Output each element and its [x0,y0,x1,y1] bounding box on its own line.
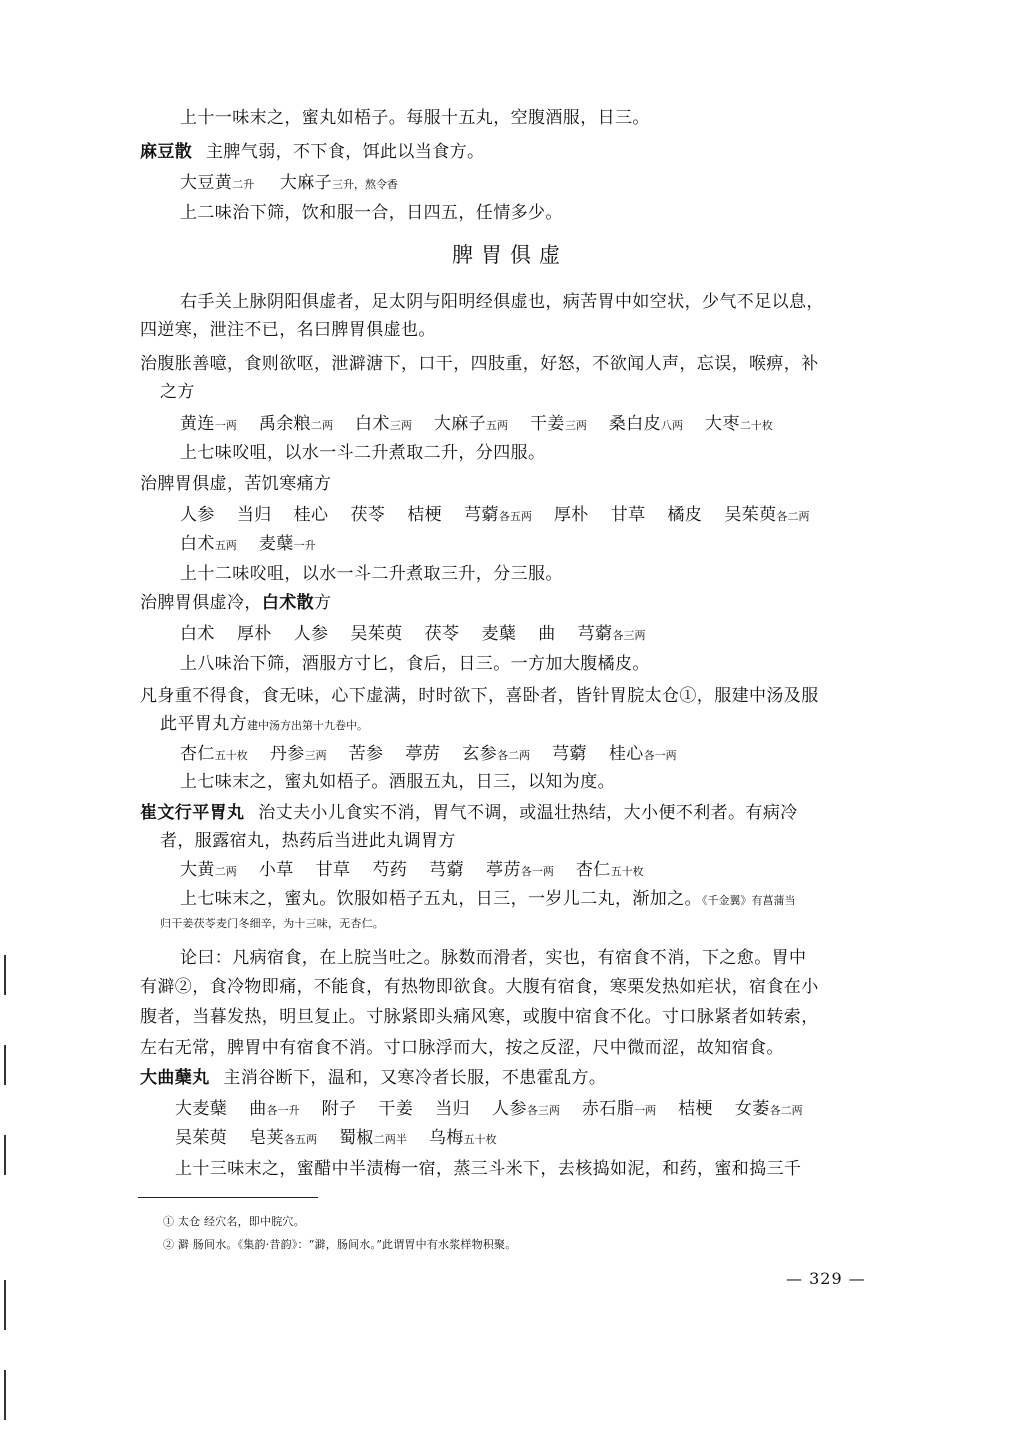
ingredient-name: 芎藭 [552,744,587,764]
ingredient [249,1126,317,1152]
ingredient [552,742,587,766]
ingredient-line [180,412,795,438]
ingredient [322,1097,357,1121]
ingredient [538,622,555,646]
ingredient-name: 人参 [293,624,329,644]
text-line: 治腹胀善噫，食则欲呕，泄澼溏下，口干，四肢重，好怒，不欲闻人声，忘误，喉痹，补 [140,354,819,374]
text-line: 有澼②，食冷物即痛，不能食，有热物即欲食。大腹有宿食，寒栗发热如疟状，宿食在小 [140,977,819,997]
ingredient [576,858,644,884]
text-span: 上七味末之，蜜丸。饮服如梧子五丸，日三，一岁儿二丸，渐加之。 [180,889,702,909]
ingredient-dose: 一两 [634,1104,657,1117]
recipe-line [180,887,796,913]
ingredient [481,622,516,646]
ingredient-name: 曲 [249,1099,267,1119]
ingredient [180,532,237,558]
ingredient-name: 吴茱萸 [175,1128,228,1148]
ingredient-dose: 各五两 [284,1133,318,1146]
ingredient [425,622,460,646]
text-line: 治脾胃俱虚，苦饥寒痛方 [140,474,332,494]
ingredient [611,503,646,527]
text-line: 上七味末之，蜜丸如梧子。酒服五丸，日三，以知为度。 [180,772,615,792]
ingredient [492,1097,560,1123]
section-heading: 脾胃俱虚 [452,243,568,267]
ingredient [349,742,384,766]
text-line: 凡身重不得食，食无味，心下虚满，时时欲下，喜卧者，皆针胃脘太仓①，服建中汤及服 [140,686,819,706]
footnote: ① 太仓 经穴名，即中脘穴。 [163,1215,305,1228]
ingredient [180,412,237,438]
recipe-line [160,712,368,738]
ingredient-dose: 各一升 [266,1104,300,1117]
ingredient-dose: 三两 [304,749,327,762]
ingredient-name: 大麦蘖 [175,1099,228,1119]
scan-edge-mark [4,1045,6,1085]
ingredient [554,503,589,527]
ingredient-name: 白术 [180,534,215,554]
note: 建中汤方出第十九卷中。 [247,719,368,732]
ingredient-name: 麦蘖 [258,534,294,554]
ingredient-name: 当归 [435,1099,471,1119]
ingredient-line [180,503,832,529]
ingredient [678,1097,713,1121]
ingredient [434,412,508,438]
ingredient-line [175,1097,825,1123]
text-line: 之方 [160,382,195,402]
text-line: 上十一味末之，蜜丸如梧子。每服十五丸，空腹酒服，日三。 [180,108,650,128]
ingredient-dose: 各三两 [612,629,646,642]
ingredient-dose: 各五两 [498,510,532,523]
ingredient-dose: 五十枚 [610,865,644,878]
ingredient-name: 桑白皮 [608,414,662,434]
ingredient-name: 葶苈 [405,744,441,764]
ingredient-name: 黄连 [180,414,215,434]
ingredient-name: 大黄 [180,860,215,880]
ingredient-line [180,858,666,884]
ingredient-name: 干姜 [530,414,565,434]
ingredient-name: 蜀椒 [339,1128,374,1148]
ingredient-name: 白术 [180,624,215,644]
ingredient [237,503,272,527]
ingredient [609,742,677,768]
ingredient-name: 玄参 [462,744,498,764]
ingredient-dose: 各一两 [520,865,554,878]
ingredient [405,742,440,766]
ingredient: 大豆黄 [180,173,233,193]
text-line: 右手关上脉阴阳俱虚者，足太阴与阳明经俱虚也，病苦胃中如空状，少气不足以息， [180,292,824,312]
text-span: 主消谷断下，温和，又寒冷者长服，不患霍乱方。 [223,1068,607,1088]
ingredient-name: 当归 [236,505,272,525]
text-line: 上八味治下筛，酒服方寸匕，食后，日三。一方加大腹橘皮。 [180,654,650,674]
ingredient [259,412,333,438]
recipe-line [140,140,484,164]
recipe-title: 麻豆散 [140,142,193,162]
ingredient-name: 芍药 [372,860,408,880]
ingredient-name: 吴茱萸 [724,505,777,525]
ingredient [180,622,215,646]
ingredient-name: 芎藭 [464,505,499,525]
ingredient-dose: 各二两 [776,510,810,523]
ingredient-dose: 二升 [232,178,255,191]
text-line: 上七味㕮咀，以水一斗二升煮取二升，分四服。 [180,443,546,463]
recipe-title: 白术散 [261,593,315,613]
page-number: — 329 — [786,1269,866,1288]
ingredient [429,858,464,882]
ingredient-name: 桂心 [608,744,644,764]
ingredient [486,858,554,884]
text-span: 主脾气弱，不下食，饵此以当食方。 [206,142,485,162]
text-line: 四逆寒，泄注不已，名曰脾胃俱虚也。 [140,320,436,340]
ingredient [462,742,530,768]
ingredient [705,412,773,438]
ingredient-name: 曲 [538,624,556,644]
ingredient-dose: 二两 [311,419,334,432]
text-line: 上二味治下筛，饮和服一合，日四五，任情多少。 [180,203,563,223]
ingredient [180,742,248,768]
ingredient-name: 葶苈 [486,860,521,880]
text-span: 治丈夫小儿食实不消，胃气不调，或温壮热结，大小便不利者。有病冷 [258,803,798,823]
ingredient-name: 苦参 [348,744,384,764]
ingredient-dose: 二十枚 [739,419,773,432]
recipe-line [140,801,798,825]
ingredient [668,503,703,527]
footnote-rule [138,1197,318,1198]
footnote: ② 澼 肠间水。《集韵·昔韵》：“澼，肠间水。”此谓胃中有水浆样物积聚。 [163,1238,517,1251]
scan-edge-mark [4,955,6,995]
ingredient-name: 茯苓 [350,505,386,525]
ingredient-name: 人参 [180,505,215,525]
ingredient-name: 大枣 [705,414,740,434]
ingredient-name: 桔梗 [678,1099,713,1119]
ingredient-name: 甘草 [610,505,646,525]
ingredient-dose: 各三两 [526,1104,560,1117]
ingredient-dose: 一两 [214,419,237,432]
ingredient-line [180,742,699,768]
scan-edge-mark [4,1370,6,1420]
ingredient-name: 杏仁 [575,860,611,880]
text-line: 上十二味㕮咀，以水一斗二升煮取三升，分三服。 [180,564,563,584]
ingredient [372,858,407,882]
text-span: 治脾胃俱虚冷， [140,593,262,613]
ingredient-name: 芎藭 [429,860,465,880]
ingredient-dose: 三两 [389,419,412,432]
recipe-line [140,591,331,615]
ingredient-dose: 各二两 [497,749,531,762]
ingredient [582,1097,656,1123]
ingredient [724,503,809,529]
ingredient [435,1097,470,1121]
ingredient-name: 人参 [492,1099,527,1119]
ingredient-dose: 八两 [661,419,684,432]
ingredient [578,622,646,648]
ingredient-name: 茯苓 [424,624,460,644]
ingredient-name: 女萎 [734,1099,770,1119]
text-span: 方 [314,593,332,613]
ingredient [378,1097,413,1121]
ingredient [530,412,587,438]
ingredient-name: 厚朴 [553,505,589,525]
ingredient [180,858,237,884]
ingredient-name: 麦蘖 [481,624,517,644]
ingredient [175,1126,227,1150]
ingredient-dose: 五十枚 [214,749,248,762]
ingredient [249,1097,299,1123]
ingredient [294,622,329,646]
ingredient [735,1097,803,1123]
text-line: 论曰：凡病宿食，在上脘当吐之。脉数而滑者，实也，有宿食不消，下之愈。胃中 [180,948,807,968]
ingredient [407,503,442,527]
ingredient-dose: 二两 [214,865,237,878]
ingredient-dose: 一升 [293,539,316,552]
ingredient [464,503,532,529]
ingredient-name: 厚朴 [236,624,272,644]
ingredient-dose: 三两 [564,419,587,432]
recipe-line [140,1066,606,1090]
ingredient-name: 附子 [321,1099,357,1119]
ingredient-dose: 五两 [214,539,237,552]
ingredient-dose: 五两 [486,419,509,432]
note: 《千金翼》有菖蒲当 [702,894,796,907]
text-span: 此平胃丸方 [160,714,247,734]
ingredient [609,412,683,438]
ingredient-name: 吴茱萸 [350,624,403,644]
ingredient [350,503,385,527]
ingredient-name: 白术 [355,414,390,434]
text-line: 者，服露宿丸，热药后当进此丸调胃方 [160,831,456,851]
ingredient-name: 赤石脂 [581,1099,635,1119]
ingredient [339,1126,407,1152]
ingredient-name: 桔梗 [407,505,443,525]
ingredient-name: 杏仁 [180,744,215,764]
text-line: 腹者，当暮发热，明旦复止。寸脉紧即头痛风寒，或腹中宿食不化。寸口脉紧者如转索， [140,1007,819,1027]
ingredient-name: 桂心 [293,505,329,525]
ingredient-line [180,532,338,558]
scan-edge-mark [4,1135,6,1175]
ingredient-name: 芎藭 [577,624,613,644]
ingredient [237,622,272,646]
recipe-title: 崔文行平胃丸 [140,803,245,823]
ingredient-name: 小草 [258,860,294,880]
ingredient-dose: 各二两 [769,1104,803,1117]
ingredient-dose: 三升，熬令香 [332,178,399,191]
ingredient-dose: 各一两 [643,749,677,762]
ingredient [355,412,412,438]
ingredient-dose: 五十枚 [463,1133,497,1146]
ingredient [259,858,294,882]
ingredient-name: 禹余粮 [258,414,312,434]
text-line: 左右无常，脾胃中有宿食不消。寸口脉浮而大，按之反涩，尺中微而涩，故知宿食。 [140,1038,784,1058]
ingredient [350,622,402,646]
ingredient-name: 甘草 [315,860,351,880]
ingredient-line [175,1126,519,1152]
ingredient: 大麻子 [279,173,333,193]
note-line: 归干姜茯苓麦门冬细辛，为十三味，无杏仁。 [160,917,384,930]
ingredient-line [180,622,667,648]
ingredient-name: 皂荚 [249,1128,285,1148]
ingredient [270,742,327,768]
text-line: 上十三味末之，蜜醋中半渍梅一宿，蒸三斗米下，去核捣如泥，和药，蜜和捣三千 [175,1159,802,1179]
ingredient [180,503,215,527]
ingredient [316,858,351,882]
ingredient-line [180,171,398,197]
ingredient-name: 橘皮 [667,505,703,525]
ingredient-name: 干姜 [378,1099,414,1119]
ingredient-name: 乌梅 [428,1128,464,1148]
ingredient-dose: 二两半 [373,1133,407,1146]
ingredient-name: 丹参 [269,744,305,764]
recipe-title: 大曲蘖丸 [140,1068,210,1088]
scan-edge-mark [4,1280,6,1330]
ingredient [259,532,316,558]
ingredient [294,503,329,527]
ingredient [429,1126,497,1152]
ingredient-name: 大麻子 [433,414,487,434]
ingredient [175,1097,227,1121]
